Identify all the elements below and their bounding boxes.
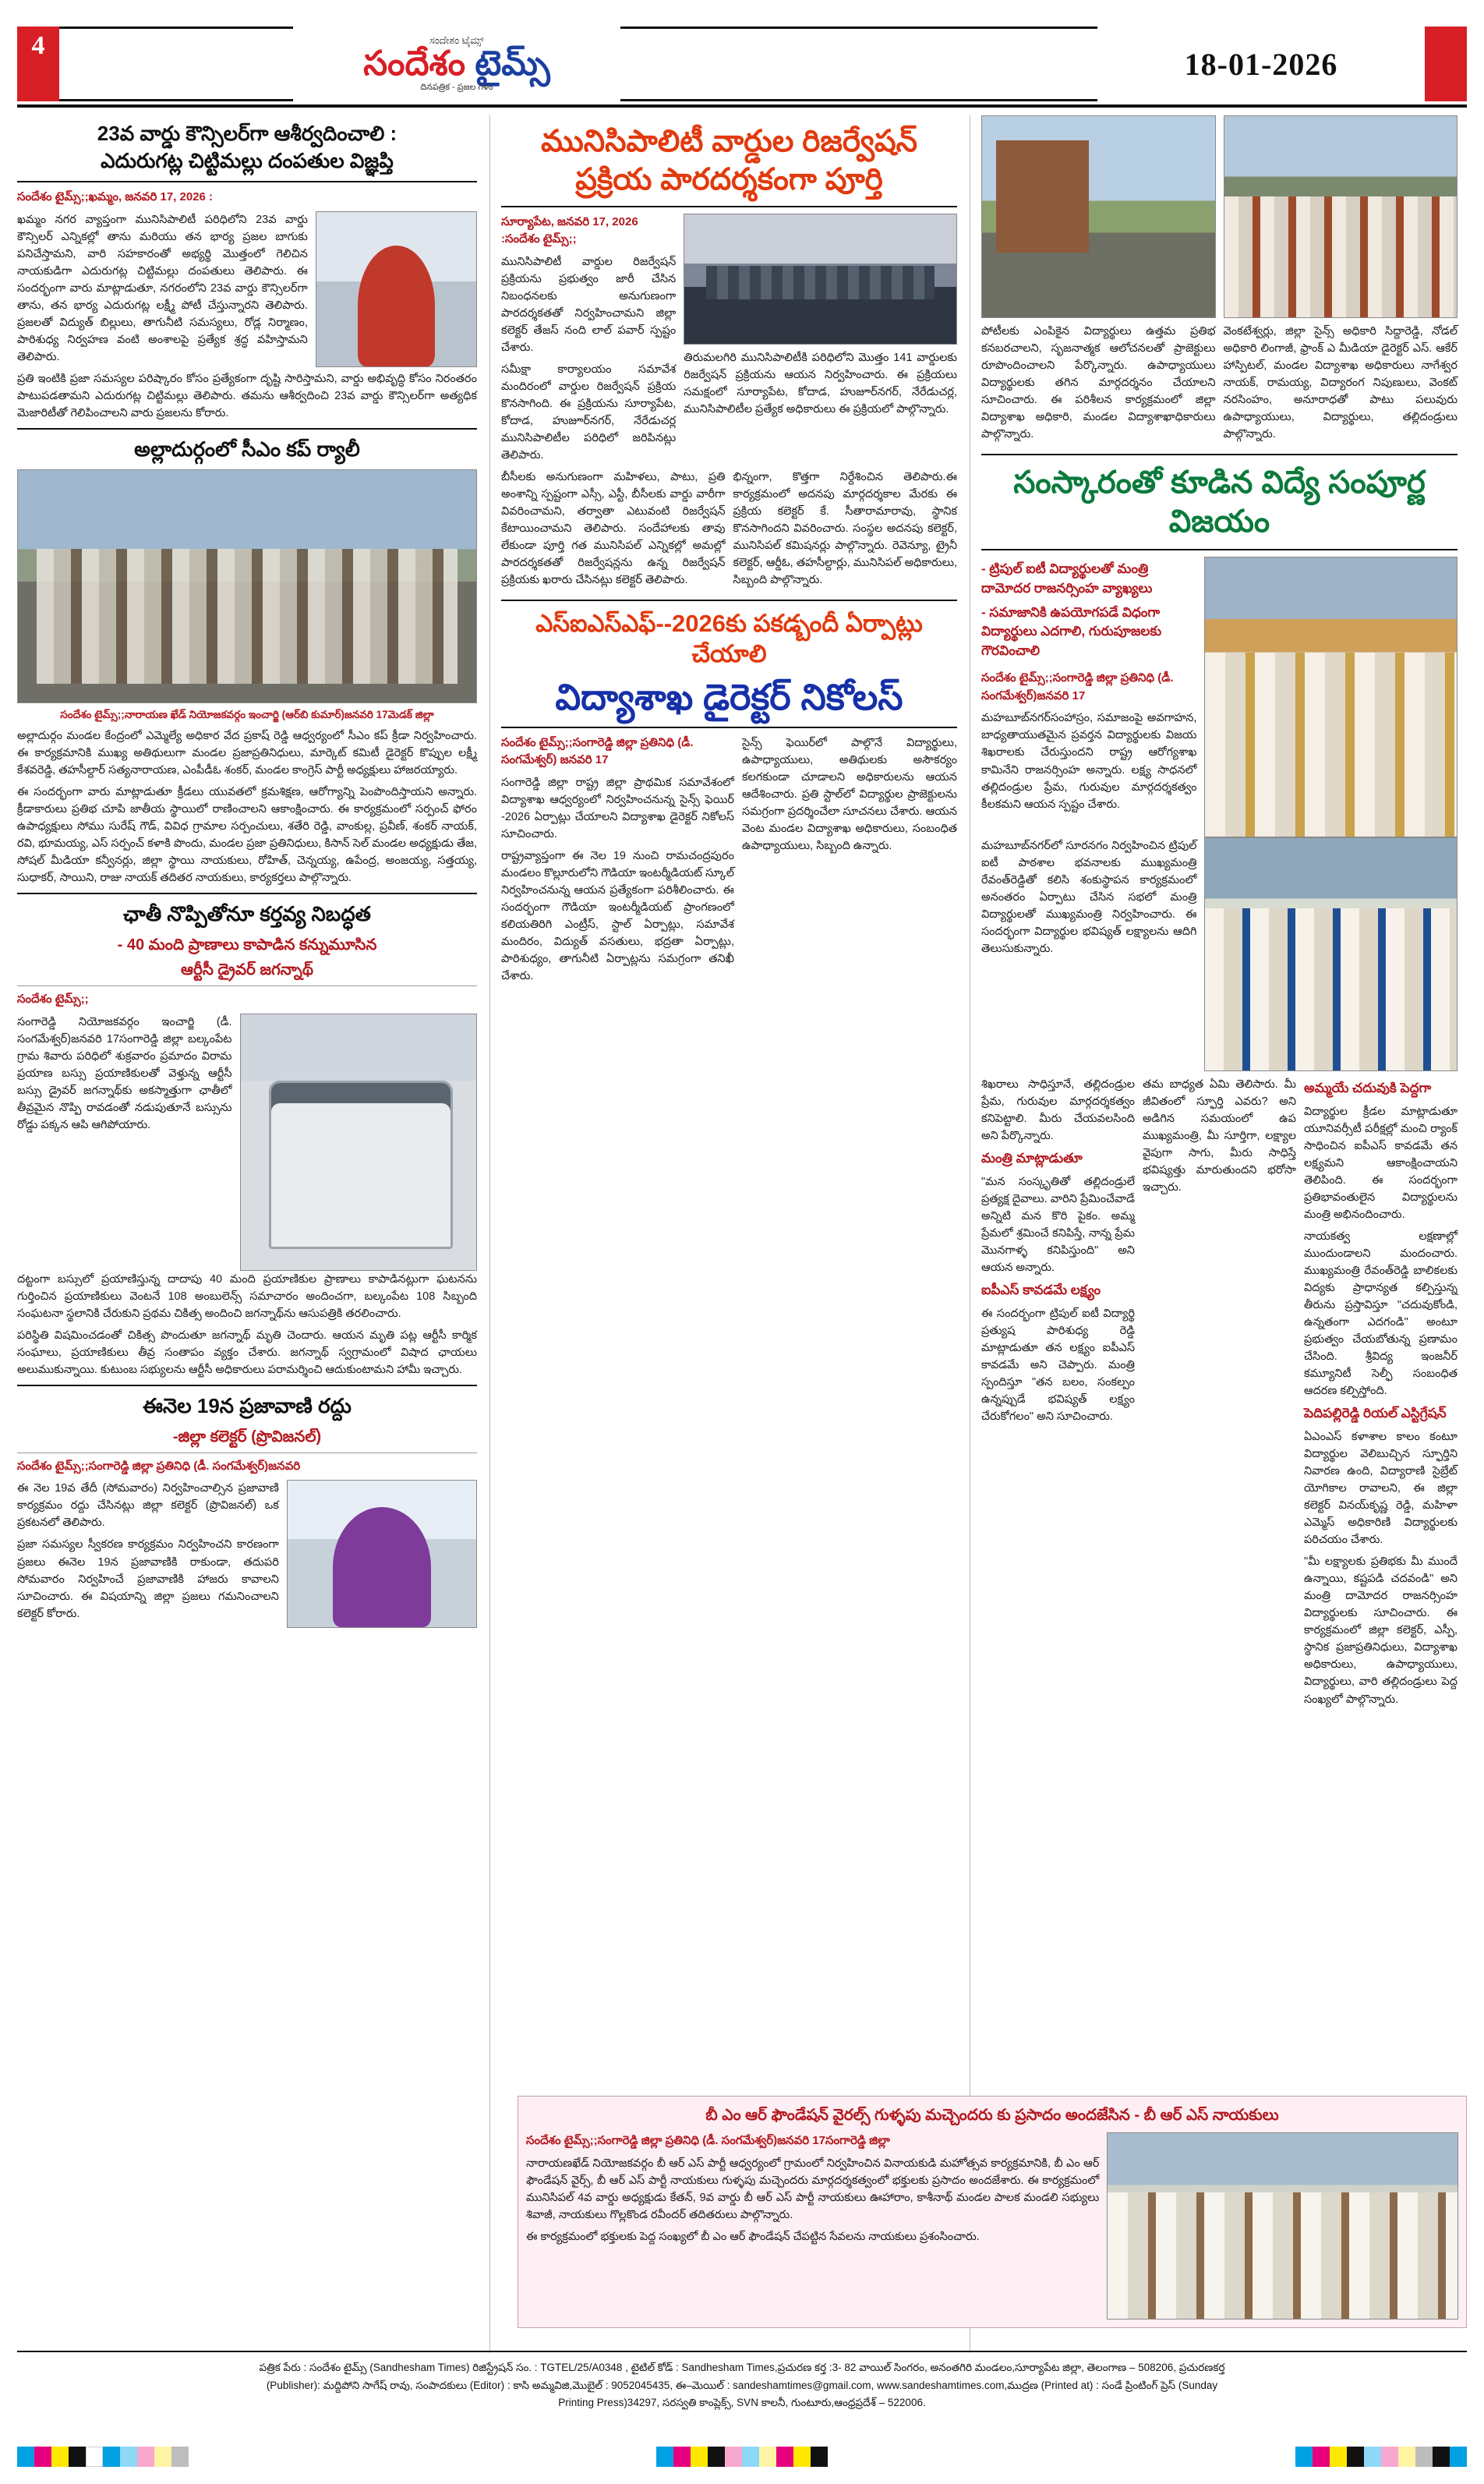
divider — [17, 985, 477, 986]
story2-para-1: అల్లాదుర్గం మండల కేంద్రంలో ఎమ్మెల్యే అధికార వేద ప్రకాష్ రెడ్డి ఆధ్వర్యంలో సీఎం కప్ క్రీడా నిర్వహించారు. ఈ కార్యక్రమానికి ముఖ్య అతిథులుగా మండల ప్రజాప్రతినిధులు, మార్కెట్ కమిటీ డైరెక్టర్ కొప్పుల లక్ష్మీ కేశవరెడ్డి, తహసీల్దార్ సత్యనారాయణ, ఎంపీడీఓ శంకర్, మండల కాంగ్రెస్ పార్టీ అధ్యక్షులు హాజరయ్యారు. — [17, 729, 477, 777]
education-byline: సందేశం టైమ్స్;;సంగారెడ్డి జిల్లా ప్రతినిధి (డీ. సంగమేశ్వర్)జనవరి 17 — [981, 671, 1174, 702]
ssf-photo-building — [981, 115, 1216, 318]
main-story-para-5: భిన్నంగా, కొత్తగా నిర్దేశించిన తెలిపారు.ఈ కార్యక్రమంలో అదనపు మార్గదర్శకాల మేరకు ఈ ప్రక్రియ కలెక్టర్ కే. సీతారామారావు, స్థానిక కొనసాగిందని వివరించారు. సంస్థల అదనపు కలెక్టర్, మునిసిపల్ కమిషనర్లు పాల్గొన్నారు. రెవెన్యూ, ట్రైనీ కలెక్టర్, ఆర్డీఓ, తహసీల్దార్లు, మునిసిపల్ అధికారులు, సిబ్బంది పాల్గొన్నారు. — [733, 470, 957, 587]
bmr-para-2: ఈ కార్యక్రమంలో భక్తులకు పెద్ద సంఖ్యలో బీ ఎం ఆర్ ఫౌండేషన్ చేపట్టిన సేవలను నాయకులు ప్రశంసించారు. — [526, 2230, 980, 2243]
page-number-badge — [17, 27, 59, 101]
story4-para-1: ఈ నెల 19వ తేదీ (సోమవారం) నిర్వహించాల్సిన ప్రజావాణి కార్యక్రమం రద్దు చేసినట్లు జిల్లా కలెక్టర్ (ప్రొవిజనల్) ఒక ప్రకటనలో తెలిపారు. — [17, 1482, 279, 1530]
masthead-date: 18-01-2026 — [1184, 46, 1338, 82]
story2-photo-rally — [17, 469, 477, 703]
ssf-top — [501, 734, 957, 989]
main-story-byline: సూర్యాపేట, జనవరి 17, 2026 :సందేశం టైమ్స్;; — [501, 214, 638, 246]
education-bottom — [981, 1076, 1458, 1712]
brand-part-1: సందేశం — [363, 44, 466, 83]
education-para-3: శిఖరాలు సాధిస్తూనే, తల్లిదండ్రుల ప్రేమ, గురువుల మార్గదర్శకత్వం కనిపెట్టాలి. మీరు చేయవలసింది అని పేర్కొన్నారు. — [981, 1078, 1135, 1143]
masthead-logo — [293, 27, 620, 101]
education-para-2: మహబూబ్‌నగర్‌లో సూరనగం నిర్వహించిన ట్రిపుల్ ఐటీ పాఠశాల భవనాలకు ముఖ్యమంత్రి రేవంత్‌రెడ్డితో కలిసి శంకుస్థాపన కార్యక్రమంలో అనంతరం ఏర్పాటు చేసిన సభలో మంత్రి విద్యార్థులతో ముఖ్యమంత్రి నిర్వహించారు. ఈ సందర్భంగా విద్యార్థుల భవిష్యత్ లక్ష్యాలను ఆదిగి తెలుసుకున్నారు. — [981, 840, 1197, 956]
bmr-byline: సందేశం టైమ్స్;;సంగారెడ్డి జిల్లా ప్రతినిధి (డీ. సంగమేశ్వర్)జనవరి 17సంగారెడ్డి జిల్లా — [526, 2134, 890, 2147]
story1-headline-line1: 23వ వార్డు కౌన్సిలర్‌గా ఆశీర్వదించాలి : — [97, 122, 398, 145]
ssf-headline: విద్యాశాఖ డైరెక్టర్ నికోలస్ — [555, 676, 903, 717]
education-sub-2: - సమాజానికి ఉపయోగపడే విధంగా విద్యార్థులు ఎదగాలి, గురుపూజలకు గౌరవించాలి — [981, 604, 1162, 658]
story3-byline: సందేశం టైమ్స్;; — [17, 993, 89, 1007]
main-story-para-3: తిరుమలగిరి మునిసిపాలిటీకి పరిధిలోని మొత్తం 141 వార్డులకు రిజర్వేషన్ ప్రక్రియను ఆయన నిర్వహించారు. ఈ ప్రక్రియలు సమక్షంలో సూర్యాపేట, కోదాడ, హుజూర్‌నగర్, నేరేడుచర్ల, మునిసిపాలిటీల ప్రత్యేక అధికారులు ఈ ప్రక్రియలో పాల్గొన్నారు. — [684, 351, 957, 416]
divider — [501, 206, 957, 207]
divider — [17, 428, 477, 430]
column-left — [17, 115, 477, 2353]
education-top — [981, 557, 1458, 837]
page-columns — [17, 115, 1467, 2353]
newspaper-page — [0, 27, 1484, 2484]
ssf-para-1: సంగారెడ్డి జిల్లా రాష్ట్ర జిల్లా ప్రాథమిక సమావేశంలో విద్యాశాఖ ఆధ్వర్యంలో నిర్వహించనున్న సైన్స్ ఫెయిర్ -2026 ఏర్పాట్లు చేయాలని విద్యాశాఖ డైరెక్టర్ నికోలస్ సూచించారు. — [501, 776, 734, 840]
story3-para-1: సంగారెడ్డి నియోజకవర్గం ఇంచార్జి (డీ. సంగమేశ్వర్)జనవరి 17సంగారెడ్డి జిల్లా బల్కంపేట గ్రామ శివారు పరిధిలో శుక్రవారం ప్రమాదం విరామ ప్రయాణ బస్సు ప్రయాణికులతో వెళ్తున్న ఆర్టీసీ బస్సు డ్రైవర్ జగన్నాథ్‌కు అకస్మాత్తుగా ఛాతీలో తీవ్రమైన నొప్పి రావడంతో నడుపుతూనే బస్సును రోడ్డు పక్కన ఆపి ఆగిపోయారు. — [17, 1015, 232, 1131]
education-para-5: ఈ సందర్భంగా ట్రిపుల్ ఐటీ విద్యార్థి ప్రత్యుష పారిశుధ్య రెడ్డి మాట్లాడుతూ తన లక్ష్యం ఐపీఎస్ కావడమే అని చెప్పారు. మంత్రి స్పందిస్తూ "తన బలం, సంకల్పం ఉన్నప్పుడే భవిష్యత్ లక్ష్యం చేరుకోగలం" అని సూచించారు. — [981, 1307, 1135, 1423]
story4-para-2: ప్రజా సమస్యల స్వీకరణ కార్యక్రమం నిర్వహించని కారణంగా ప్రజలు ఈనెల 19న ప్రజావాణికి రాకుండా, తదుపరి సోమవారం నిర్వహించే ప్రజావాణికి హాజరు కావాలని సూచించారు. ఈ విషయాన్ని జిల్లా ప్రజలు గమనించాలని కలెక్టర్ కోరారు. — [17, 1538, 279, 1620]
bmr-para-1: నారాయణఖేడ్ నియోజకవర్గం బీ ఆర్ ఎస్ పార్టీ ఆధ్వర్యంలో గ్రామంలో నిర్వహించిన వినాయకుడి మహోత్సవ కార్యక్రమానికి, బీ ఎం ఆర్ ఫౌండేషన్ వైర్స్, బీ ఆర్ ఎస్ పార్టీ నాయకులు గుళ్ళపు మచ్చెందరు మార్గదర్శకత్వంలో భక్తులకు ప్రసాదం అందజేశారు. ఈ కార్యక్రమంలో మునిసిపల్ 4వ వార్డు అధ్యక్షుడు కేతన్, 9వ వార్డు బీ ఆర్ ఎస్ పార్టీ నాయకులు ఊహారాం, కాశీనాథ్ మండల పాలక మండలి సభ్యులు శివాజీ, నాయకులు గొల్లకొండ రవీందర్ తదితరులు పాల్గొన్నారు. — [526, 2157, 1100, 2221]
education-para-9: ఏఎంఎస్ కళాశాల కాలం కంటూ విద్యార్థుల వెలిబుచ్చిన స్ఫూర్తిని నివారణ ఉంది, విద్యారాణి సైబ్రేట్ యోగికాల రావాలని, ఈ జిల్లా కలెక్టర్ వినయ్‌కృష్ణ రెడ్డి, మహిళా ఎమ్మెస్ అధికారిణి విద్యార్థులకు పరిచయం చేశారు. — [1304, 1431, 1458, 1547]
color-bar-group-right — [1295, 2447, 1467, 2467]
education-mid — [981, 837, 1458, 1071]
story4-body-with-photo — [17, 1480, 477, 1628]
story3-photo-bus — [240, 1014, 478, 1271]
main-story-para-2: సమీక్షా కార్యాలయం సమావేశ మందిరంలో వార్డుల రిజర్వేషన్ ప్రక్రియ కొనసాగింది. ఈ ప్రక్రియను సూర్యాపేట, కోదాడ, హుజూర్‌నగర్, నేరేడుచర్ల మునిసిపాలిటీల పరిధిలో జరిపినట్లు తెలిపారు. — [501, 363, 677, 462]
education-amma-head: అమ్మయే చదువుకి పెద్దగా — [1304, 1081, 1432, 1096]
education-para-6: తమ బాధ్యత ఏమి తెలిసారు. మీ జీవితంలో స్ఫూర్తి ఎవరు? అని అడిగిన సమయంలో ఉప ముఖ్యమంత్రి, మీ సూర్తిగా, లక్ష్యాల వైపుగా సాగు, మీరు సాధిస్తే భవిష్యత్తు మారుతుందని భరోసా ఇచ్చారు. — [1143, 1078, 1296, 1194]
divider — [981, 454, 1458, 455]
masthead-tagline: దినపత్రిక - ప్రజల గళం — [420, 82, 493, 92]
ssf-para-2: రాష్ట్రవ్యాప్తంగా ఈ నెల 19 నుంచి రామచంద్రపురం మండలం కొల్లూరులోని గౌడియా ఇంటర్మీడియట్ స్కూల్ నిర్వహించనున్న ఆయన ప్రత్యేకంగా పరిశీలించారు. ఈ సందర్భంగా గౌడియా ఇంటర్మీడియట్ ప్రాంగణంలో కలియతిరిగి ఎంట్రీస్, స్టాల్ ఏర్పాట్లు, సమావేశ మందిరం, విద్యుత్ వసతులు, భద్రతా ఏర్పాట్లు, పారిశుధ్యం, తాగునీటి ఏర్పాట్లను సమగ్రంగా తనిఖీ చేశారు. — [501, 849, 734, 983]
ssf-photos-row — [981, 115, 1458, 318]
story4-sub: -జిల్లా కలెక్టర్ (ప్రొవిజనల్) — [172, 1428, 322, 1445]
story1-photo — [316, 211, 477, 367]
education-real-head: పెదిపల్లిరెడ్డి రియల్ ఎస్టిగ్రేషన్ — [1304, 1406, 1447, 1421]
masthead-mid-rule — [620, 27, 1097, 101]
story3-sub-1: - 40 మంది ప్రాణాలు కాపాడిన కన్నుమూసిన — [117, 936, 377, 954]
main-story-para-1: మునిసిపాలిటీ వార్డుల రిజర్వేషన్ ప్రక్రియను ప్రభుత్వం జారీ చేసిన నిబంధనలకు అనుగుణంగా పారదర్శకతతో నిర్వహించామని జిల్లా కలెక్టర్ తేజస్ నంది లాల్ పవార్ స్పష్టం చేశారు. — [501, 255, 677, 354]
ssf-kicker: ఎస్‌ఐఎస్‌ఎఫ్‌--2026కు పకడ్బందీ ఏర్పాట్లు చేయాలి — [535, 610, 923, 667]
story3-sub-2: ఆర్టీసీ డ్రైవర్ జగన్నాథ్ — [181, 961, 313, 979]
main-story-para-4: బీసీలకు అనుగుణంగా మహిళలు, పాటు, ప్రతి అంశాన్ని స్పష్టంగా ఎస్సీ, ఎస్టీ, బీసీలకు వార్డు వారీగా వివరించామని, తర్వాతా ఎటువంటి రిజర్వేషన్ కేటాయించామని తెలిపారు. సందేహాలకు తావు లేకుండా పూర్తి గత మునిసిపల్ ఎన్నికల్లో అమల్లో పారదర్శకతతో రిజర్వేషన్లను ఉన్న రిజర్వేషన్ ప్రక్రియకు ఖరారు చేసినట్లు కలెక్టర్ తెలిపారు. — [501, 470, 726, 587]
story3-para-2: దట్టంగా బస్సులో ప్రయాణిస్తున్న దాదాపు 40 మంది ప్రయాణికుల ప్రాణాలు కాపాడినట్లుగా ఘటనను గుర్తించిన ప్రయాణికులు వెంటనే 108 అంబులెన్స్ సమాచారం అందించగా, బల్కంపేట 108 సిబ్బంది సంఘటనా స్థలానికి చేరుకుని ప్రథమ చికిత్స అందించి జగన్నాథ్‌ను ఆసుపత్రికి తరలించారు. — [17, 1272, 477, 1320]
divider — [501, 727, 957, 728]
footer-line-3: Printing Press)34297, సరస్వతి కాంప్లెక్స్, SVN కాలనీ, గుంటూరు,ఆంధ్రప్రదేశ్ – 522006. — [558, 2396, 926, 2408]
ssf-para-4: పోటీలకు ఎంపికైన విద్యార్థులు ఉత్తమ ప్రతిభ కనబరచాలని, సృజనాత్మక ఆలోచనలతో ప్రాజెక్టులు రూపొందించాలని పేర్కొన్నారు. ఉపాధ్యాయులు విద్యార్థులకు తగిన మార్గదర్శనం చేయాలని సూచించారు. ఈ పరిశీలన కార్యక్రమంలో జిల్లా విద్యాశాఖ అధికారి, మండల విద్యాశాఖాధికారులు పాల్గొన్నారు. — [981, 325, 1216, 441]
color-bar-group-left — [17, 2447, 189, 2467]
masthead — [17, 27, 1467, 101]
column-middle — [489, 115, 957, 2353]
education-headline: సంస్కారంతో కూడిన విద్యే సంపూర్ణ విజయం — [1013, 465, 1426, 540]
ssf-byline: సందేశం టైమ్స్;;సంగారెడ్డి జిల్లా ప్రతినిధి (డీ. సంగమేశ్వర్) జనవరి 17 — [501, 735, 694, 767]
brand-part-2: టైమ్స్ — [475, 44, 550, 83]
education-para-1: మహబూబ్‌నగర్‌సంహాస్రం, సమాజంపై అవగాహన, బాధ్యతాయుతమైన ప్రవర్తన విద్యార్థులకు విజయ శిఖరాలకు చేరుస్తుందని రాష్ట్ర ఆరోగ్యశాఖ కామినేని రాజనర్సింహ అన్నారు. లక్ష్య సాధనలో తల్లిదండ్రుల ప్రేమ, గురువుల మార్గదర్శకత్వం కీలకమని ఆయన స్పష్టం చేశారు. — [981, 712, 1197, 811]
story1-byline: సందేశం టైమ్స్;;ఖమ్మం, జనవరి 17, 2026 : — [17, 190, 214, 204]
education-para-4: "మన సంస్కృతితో తల్లిదండ్రులే ప్రత్యక్ష దైవాలు. వారిని ప్రేమించేవాడే అన్నిటి మన కొరి పైకం. అమ్మ ప్రేమలో శ్రమించే కనిపిస్తే, నాన్న ప్రేమ మొనగాళ్ళ కనిపిస్తుంది" అని ఆయన అన్నారు. — [981, 1175, 1135, 1275]
story2-para-2: ఈ సందర్భంగా వారు మాట్లాడుతూ క్రీడలు యువతలో క్రమశిక్షణ, ఆరోగ్యాన్ని పెంపొందిస్తాయని అన్నారు. క్రీడాకారులు ప్రతిభ చూపి జాతీయ స్థాయిలో రాణించాలని ఆకాంక్షించారు. ఈ కార్యక్రమంలో సర్పంచ్ ఫోరం ఉపాధ్యక్షులు సోము సురేష్ గౌడ్, వివిధ గ్రామాల సర్పంచులు, శతేరి రెడ్డి, వాంకుల్ల, ప్రవీణ్, శంకర్ నాయక్, రవి, భూమయ్య, ఎస్ సర్పంచ్ కళాకి పొందు, మండల ప్రజా ప్రతినిధులు, కిసాన్ సెల్ మండల అధ్యక్షుడు తేజ, సోషల్ మీడియా కన్వీనర్లు, జిల్లా స్థాయి నాయకులు, రోహిత్, చెన్నయ్య, ఉపేంద్ర, అంజయ్య, సత్తయ్య, సుధాకర్, సాయిని, రాజు నాయక్ తదితర నాయకులు, కార్యకర్తలు పాల్గొన్నారు. — [17, 785, 477, 884]
education-para-10: "మీ లక్ష్యాలకు ప్రతిభకు మీ ముందే ఉన్నాయి, కష్టపడి చదవండి" అని మంత్రి దామోదర రాజనర్సింహ విద్యార్థులకు సూచించారు. ఈ కార్యక్రమంలో జిల్లా కలెక్టర్, ఎస్పీ, స్థానిక ప్రజాప్రతినిధులు, విద్యాశాఖ అధికారులు, ఉపాధ్యాయులు, విద్యార్థులు, వారి తల్లిదండ్రులు పెద్ద సంఖ్యలో పాల్గొన్నారు. — [1304, 1555, 1458, 1706]
ssf-para-3: సైన్స్ ఫెయిర్‌లో పాల్గొనే విద్యార్థులు, ఉపాధ్యాయులు, అతిథులకు అసౌకర్యం కలగకుండా చూడాలని అధికారులను ఆయన ఆదేశించారు. ప్రతి స్టాల్‌లో విద్యార్థుల ప్రాజెక్టులను సమగ్రంగా ప్రదర్శించేలా సూచనలు చేశారు. ఆయన వెంట మండల విద్యాశాఖ అధికారులు, సంబంధిత ఉపాధ్యాయులు, సిబ్బంది ఉన్నారు. — [741, 736, 957, 852]
education-para-8: నాయకత్వ లక్షణాల్లో ముందుండాలని మందంచారు. ముఖ్యమంత్రి రేవంత్‌రెడ్డి బాలికలకు విద్యకు ప్రాధాన్యత కల్పిస్తున్న తీరును ప్రస్తావిస్తూ "చదువుకోండి, ఉన్నతంగా ఎదగండి" అంటూ ప్రభుత్వం చేయబోతున్న ప్రణామం చేసింది. శ్రీవిద్య ఇంజనీర్ కమ్యూనిటీ సెల్ఫీ సంబంధిత ఆదరణ కల్పిస్తోంది. — [1304, 1230, 1458, 1398]
color-registration-bars — [17, 2447, 1467, 2467]
masthead-left-rule — [59, 27, 293, 101]
ssf-text-row — [981, 323, 1458, 448]
divider — [501, 600, 957, 601]
bmr-foundation-box — [518, 2096, 1467, 2328]
story3-para-3: పరిస్థితి విషమించడంతో చికిత్స పొందుతూ జగన్నాథ్ మృతి చెందారు. ఆయన మృతి పట్ల ఆర్టీసీ కార్మిక సంఘాలు, ప్రయాణికులు తీవ్ర సంతాపం వ్యక్తం చేశారు. జగన్నాథ్ స్వగ్రామంలో విషాద ఛాయలు అలుముకున్నాయి. కుటుంబ సభ్యులను ఆర్టీసీ అధికారులు పరామర్శించి ఆదుకుంటామని హామీ ఇచ్చారు. — [17, 1329, 477, 1376]
story1-headline-line2: ఎదురుగట్ల చిట్టిమల్లు దంపతుల విజ్ఞప్తి — [101, 149, 394, 173]
main-story-top — [501, 214, 957, 469]
education-ips-head: ఐపీఎస్ కావడమే లక్ష్యం — [981, 1283, 1101, 1298]
masthead-kannada-line: ಸಂದೇಶಂ ಟೈಮ್ಸ್ — [429, 34, 485, 46]
color-bar-group-mid — [656, 2447, 828, 2467]
page-footer — [17, 2351, 1467, 2412]
education-mantri-head: మంత్రి మాట్లాడుతూ — [981, 1151, 1083, 1166]
story4-headline: ఈనెల 19న ప్రజావాణి రద్దు — [143, 1393, 352, 1417]
story1-para-2: ప్రతి ఇంటికి ప్రజా సమస్యల పరిష్కారం కోసం ప్రత్యేకంగా దృష్టి సారిస్తామని, వార్డు అభివృద్ధి కోసం నిరంతరం పాటుపడతామని ఎదురుగట్ల చిట్టిమల్లు తెలిపారు. తమను ఆశీర్వదించి 23వ వార్డు కౌన్సిలర్‌గా అత్యధిక మెజారిటీతో గెలిపించాలని వారు ప్రజలను కోరారు. — [17, 372, 477, 420]
story2-caption: సందేశం టైమ్స్;;నారాయణ ఖేడ్ నియోజకవర్గం ఇంచార్జి (ఆర్‌బి కుమార్)జనవరి 17మెడక్ జిల్లా — [60, 709, 434, 721]
story1-body-with-photo — [17, 211, 477, 370]
main-story-headline: మునిసిపాలిటీ వార్డుల రిజర్వేషన్ ప్రక్రియ పారదర్శకంగా పూర్తి — [540, 125, 918, 196]
story1-headline — [17, 120, 477, 175]
masthead-brand — [363, 44, 550, 83]
story1-para-1: ఖమ్మం నగర వ్యాప్తంగా మునిసిపాలిటీ పరిధిలోని 23వ వార్డు కౌన్సిలర్ ఎన్నికల్లో తాను మరియు తన భార్య ప్రజల బాగుకు పనిచేస్తామని, వారి సహకారంతో అభ్యర్థి మొత్తంలో గెలిచిన నాయకుడిగా ఎదురుగట్ల చిట్టిమల్లు దంపతులు తెలిపారు. ఈ సందర్భంగా వారు మాట్లాడుతూ, నగరంలోని 23వ వార్డు కౌన్సిలర్‌గా తాను, తన భార్య ఎదురుగట్ల లక్ష్మీ పోటీ చేస్తున్నారని తెలిపారు. ప్రజలతో విద్యుత్ బిల్లులు, తాగునీటి సమస్యలు, రోడ్ల నిర్మాణం, పారిశుధ్య నిర్వహణ వంటి అంశాలపై ప్రత్యేక శ్రద్ధ వహిస్తామని తెలిపారు. — [17, 213, 308, 363]
story4-byline: సందేశం టైమ్స్;;సంగారెడ్డి జిల్లా ప్రతినిధి (డీ. సంగమేశ్వర్)జనవరి — [17, 1459, 301, 1473]
bmr-title: బీ ఎం ఆర్ ఫౌండేషన్ వైరల్స్ గుళ్ళపు మచ్చెందరు కు ప్రసాదం అందజేసిన - బీ ఆర్ ఎస్ నాయకులు — [705, 2107, 1279, 2124]
story3-body-with-photo — [17, 1014, 477, 1271]
masthead-right-block — [1425, 27, 1467, 101]
story4-photo — [287, 1480, 477, 1628]
masthead-bottom-rule — [17, 104, 1467, 108]
story3-headline: ఛాతీ నొప్పితోనూ కర్తవ్య నిబద్ధత — [123, 902, 371, 925]
story2-headline: అల్లాదుర్గంలో సీఎం కప్ ర్యాలీ — [134, 437, 360, 462]
bmr-content — [526, 2132, 1458, 2319]
bmr-photo-group — [1107, 2132, 1458, 2319]
education-sub-1: - ట్రిపుల్ ఐటీ విద్యార్థులతో మంత్రి దామోదర రాజనర్సింహ వ్యాఖ్యలు — [981, 561, 1153, 596]
footer-line-2: (Publisher): మద్దిపోని సాగేష్ రావు, సంపాదకులు (Editor) : కాసి అమ్మవిజి,మొబైల్ : 9052045435, ఈ–మెయిల్ : sandeshamtimes@gmail.com, www.sandeshamtimes.com,ముద్రణ (Printed at) : సండే ప్రింటింగ్ ప్రెస్ (Sunday — [266, 2379, 1218, 2391]
education-photo-puja — [1204, 557, 1458, 837]
page-number: 4 — [31, 31, 45, 60]
main-story-bottom — [501, 469, 957, 593]
footer-line-1: పత్రిక పేరు : సందేశం టైమ్స్ (Sandhesham Times) రిజిస్ట్రేషన్ సం. : TGTEL/25/A0348 , టైటిల్ కోడ్ : Sandhesham Times,ప్రచురణ కర్త :3- 82 వాయిల్ సింగరం, అనంతగిరి మండలం,సూర్యాపేట జిల్లా, తెలంగాణ – 508206, ప్రచురణకర్త — [259, 2362, 1225, 2374]
education-para-7: విద్యార్థుల క్రీడల మాట్లాడుతూ యూనివర్సీటీ పరీక్షల్లో మంచి ర్యాంక్ సాధించిన ఐపీఎస్ కావడమే తన లక్ష్యమని ఆకాంక్షించాయని తెలిపింది. ఈ సందర్భంగా ప్రతిభావంతులైన విద్యార్థులను మంత్రి అభినందించారు. — [1304, 1105, 1458, 1222]
divider — [981, 549, 1458, 550]
main-story-photo-meeting — [684, 214, 957, 345]
education-photo-stage — [1204, 837, 1458, 1071]
divider — [17, 181, 477, 182]
divider — [17, 1385, 477, 1386]
column-right — [970, 115, 1458, 2353]
divider — [17, 893, 477, 894]
ssf-para-5: వెంకటేశ్వర్లు, జిల్లా సైన్స్ అధికారి సిద్దారెడ్డి, నోడల్ అధికారి లింగాజీ, ఫ్రాంక్ ఎ మీడియా డైరెక్టర్ ఎస్. ఆకేర్ హాస్పిటల్, మండల విద్యాశాఖ అధికారులు నాగేశ్వర నాయక్, రామయ్య, విద్యారంగ నిపుణులు, వెంకట్ నరసింహం, అనూరాధతో పాటు పలువురు ఉపాధ్యాయులు, విద్యార్థులు, తల్లిదండ్రులు పాల్గొన్నారు. — [1223, 325, 1458, 441]
ssf-photo-crowd — [1224, 115, 1458, 318]
